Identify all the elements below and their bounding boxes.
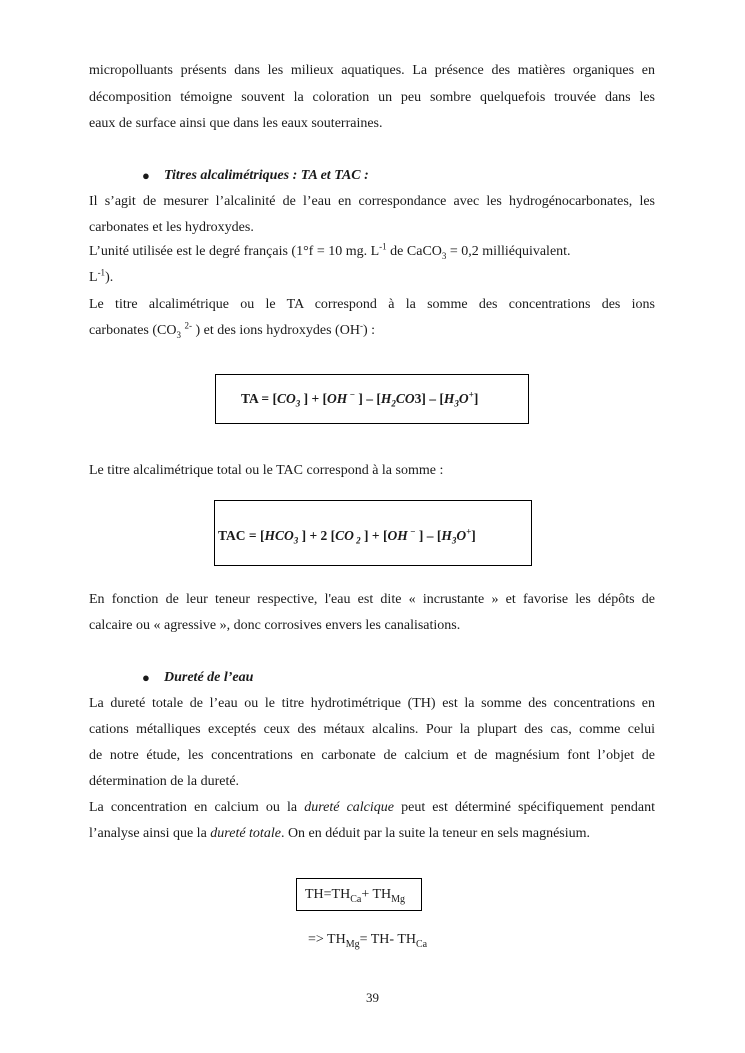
durete-line-1: La dureté totale de l’eau ou le titre hydrotimétrique (TH) est la somme des concentrations en: [89, 696, 655, 711]
durete-line-5: La concentration en calcium ou la dureté calcique peut est déterminé spécifiquement pendant: [89, 800, 655, 815]
alcalinity-line-2: carbonates et les hydroxydes.: [89, 220, 254, 235]
intro-line-3: eaux de surface ainsi que dans les eaux souterraines.: [89, 116, 383, 131]
bullet-icon: ●: [142, 168, 150, 183]
ta-definition-line-2: carbonates ($CO_3$ $^{2-}$ ) et des ions hydroxydes (OH-) :: [89, 320, 376, 340]
durete-line-4: détermination de la dureté.: [89, 774, 240, 789]
unit-line-1: L’unité utilisée est le degré français (1°f = 10 mg. $L^{-1}$ de CaCO$_3$ = 0,2 milliéquivalent.: [89, 241, 571, 261]
intro-line-2: décomposition témoigne souvent la coloration un peu sombre quelquefois trouvée dans les: [89, 90, 655, 105]
th-formula: $TH=TH_{Ca}+ TH_{Mg}$: [305, 887, 406, 905]
ta-definition-line-1: Le titre alcalimétrique ou le TA correspond à la somme des concentrations des ions: [89, 297, 655, 312]
section-heading-durete: Dureté de l’eau: [164, 670, 254, 685]
section-heading-ta-tac: Titres alcalimétriques : TA et TAC :: [164, 168, 369, 183]
alcalinity-line-1: Il s’agit de mesurer l’alcalinité de l’eau en correspondance avec les hydrogénocarbonates, les: [89, 194, 655, 209]
durete-line-2: cations métalliques exceptés ceux des métaux alcalins. Pour la plupart des cas, comme celui: [89, 722, 655, 737]
thmg-formula: => $TH_{Mg}= TH-$ $TH_{Ca}$: [308, 932, 428, 950]
ta-formula: TA = [$CO_3$ ] + [OH − ] – $[H_2CO3] - [H_3O^+]$: [241, 389, 479, 409]
durete-line-6: l’analyse ainsi que la dureté totale. On en déduit par la suite la teneur en sels magnésium.: [89, 826, 591, 841]
tac-formula: TAC = [$HCO_3$ ] + 2 [CO $_2$ ] + [OH − ] – $[H_3O^+]$: [218, 526, 476, 546]
durete-line-3: de notre étude, les concentrations en carbonate de calcium et de magnésium font l’objet de: [89, 748, 655, 763]
intro-line-1: micropolluants présents dans les milieux aquatiques. La présence des matières organiques en: [89, 63, 655, 78]
page-number: 39: [366, 990, 379, 1005]
conclusion-line-1: En fonction de leur teneur respective, l'eau est dite « incrustante » et favorise les dépôts de: [89, 592, 655, 607]
conclusion-line-2: calcaire ou « agressive », donc corrosives envers les canalisations.: [89, 618, 461, 633]
bullet-icon: ●: [142, 670, 150, 685]
tac-intro: Le titre alcalimétrique total ou le TAC correspond à la somme :: [89, 463, 444, 478]
unit-line-2: $L^{-1}$).: [89, 267, 114, 285]
